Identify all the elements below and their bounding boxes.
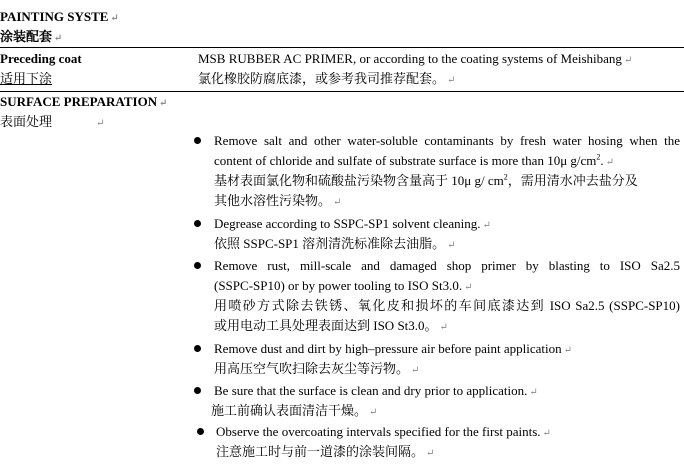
preceding-coat-value-en: MSB RUBBER AC PRIMER, or according to the coating systems of Meishibang	[198, 51, 622, 66]
list-item-en-text: Observe the overcoating intervals specified for the first paints.	[216, 424, 541, 439]
return-mark-icon: ↵	[110, 13, 119, 24]
list-item-zh	[214, 359, 680, 379]
surface-preparation-heading	[0, 92, 167, 114]
preceding-coat-value-zh-row	[198, 69, 455, 91]
return-mark-icon: ↵	[529, 387, 538, 398]
list-item-zh	[216, 442, 682, 462]
preceding-coat-label: Preceding coat	[0, 51, 82, 66]
return-mark-icon: ↵	[482, 220, 491, 231]
list-item	[214, 256, 680, 336]
list-item	[214, 131, 680, 211]
bullet-icon	[194, 137, 201, 144]
return-mark-icon: ↵	[96, 118, 105, 129]
list-item-zh	[211, 401, 680, 421]
superscript: 2	[503, 172, 508, 182]
list-item-en-text: Degrease according to SSPC-SP1 solvent cleaning.	[214, 216, 481, 231]
bullet-icon	[194, 345, 201, 352]
list-item-zh	[214, 171, 680, 191]
surface-preparation-heading-zh: 表面处理	[0, 114, 53, 129]
return-mark-icon: ↵	[439, 322, 448, 333]
preceding-coat-value	[198, 49, 632, 71]
return-mark-icon: ↵	[54, 33, 63, 44]
list-item-en	[216, 422, 682, 442]
list-item-en: Remove rust, mill-scale and damaged shop primer by blasting to ISO Sa2.5	[214, 258, 680, 273]
list-item-en	[214, 339, 680, 359]
section-title-zh-row	[0, 27, 62, 49]
return-mark-icon: ↵	[623, 55, 633, 66]
list-item-en-text: content of chloride and sulfate of substrate surface is more than 10	[214, 153, 561, 168]
section-title-zh: 涂装配套	[0, 29, 53, 44]
list-item-zh-text: 基材表面氯化物和硫酸盐污染物含量高于 10	[214, 173, 465, 188]
section-title-en: PAINTING SYSTE	[0, 9, 109, 24]
list-item-zh-text: 其他水溶性污染物。	[214, 193, 332, 208]
list-item-zh-text: 依照 SSPC-SP1 溶剂清洗标准除去油脂。	[214, 236, 446, 251]
bullet-icon	[197, 428, 204, 435]
list-item-zh-end: ，需用清水冲去盐分及	[507, 173, 638, 188]
list-item-en: Remove salt and other water-soluble contaminants by fresh water hosing when the	[214, 133, 680, 148]
superscript: 2	[596, 152, 601, 162]
surface-preparation-heading-en: SURFACE PREPARATION	[0, 94, 158, 109]
list-item	[214, 214, 680, 254]
list-item-en-text: Remove dust and dirt by high–pressure air before paint application	[214, 341, 562, 356]
list-item	[214, 339, 680, 379]
list-item-en	[214, 276, 680, 296]
unit-text: μ g/ cm	[464, 173, 504, 188]
bullet-icon	[194, 220, 201, 227]
return-mark-icon: ↵	[447, 75, 456, 86]
preceding-coat-value-zh: 氯化橡胶防腐底漆，或参考我司推荐配套。	[198, 71, 446, 86]
list-item-zh-text: 注意施工时与前一道漆的涂装间隔。	[216, 444, 425, 459]
return-mark-icon: ↵	[159, 98, 168, 109]
list-item-zh	[214, 316, 680, 336]
list-item-en	[214, 214, 680, 234]
preceding-coat-label-zh: 适用下涂	[0, 71, 53, 86]
bullet-icon	[194, 387, 201, 394]
bullet-icon	[194, 262, 201, 269]
return-mark-icon: ↵	[411, 365, 420, 376]
return-mark-icon: ↵	[369, 407, 378, 418]
list-item-en	[214, 151, 680, 171]
return-mark-icon: ↵	[464, 282, 473, 293]
return-mark-icon: ↵	[426, 448, 435, 459]
list-item-en-end: .	[600, 153, 604, 168]
surface-preparation-heading-zh-row	[0, 112, 104, 134]
list-item-zh-text: 施工前确认表面清洁干燥。	[211, 403, 368, 418]
list-item-zh	[214, 234, 680, 254]
return-mark-icon: ↵	[605, 157, 615, 168]
return-mark-icon: ↵	[563, 345, 573, 356]
list-item-en	[214, 381, 680, 401]
return-mark-icon: ↵	[333, 197, 342, 208]
section-title	[0, 7, 119, 29]
list-item	[216, 422, 682, 462]
divider-line	[0, 47, 684, 48]
list-item-zh-text: 或用电动工具处理表面达到 ISO St3.0。	[214, 318, 438, 333]
return-mark-icon: ↵	[447, 240, 456, 251]
unit-text: μ g/cm	[560, 153, 597, 168]
list-item-en-text: Be sure that the surface is clean and dry prior to application.	[214, 383, 528, 398]
list-item-zh: 用喷砂方式除去铁锈、氧化皮和损坏的车间底漆达到 ISO Sa2.5 (SSPC-SP10)	[214, 298, 680, 313]
return-mark-icon: ↵	[542, 428, 551, 439]
list-item	[211, 381, 680, 421]
list-item-zh	[214, 191, 680, 211]
list-item-en-text: (SSPC-SP10) or by power tooling to ISO St3.0.	[214, 278, 463, 293]
list-item-zh-text: 用高压空气吹扫除去灰尘等污物。	[214, 361, 410, 376]
